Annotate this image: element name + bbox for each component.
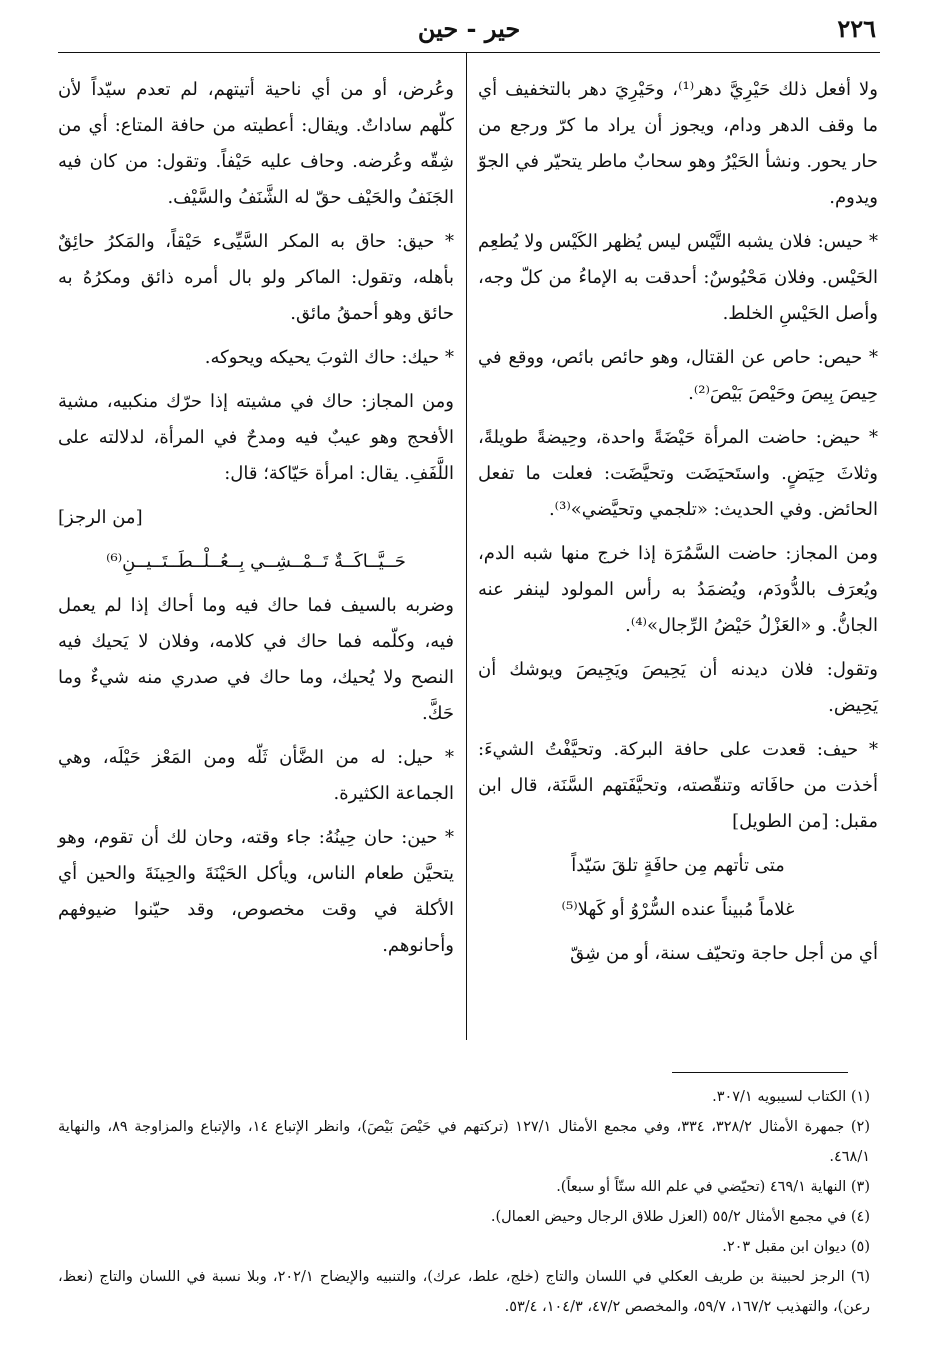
paragraph: أي من أجل حاجة وتحيّف سنة، أو من شِقّ (570, 943, 878, 964)
verse-line: حَــيَّــاكَــةٌ تَــمْــشِــي بِــعُــلْــطَــتَــيــنِ⁽⁶⁾ (106, 551, 406, 572)
footnote: (٢) جمهرة الأمثال ٣٢٨/٢، ٣٣٤، وفي مجمع الأمثال ١٢٧/١ (تركتهم في حَيْصَ بَيْصَ)، وانظر الإتباع ١٤، والإتباع والمزاوجة ٨٩، والنهاية ٤٦٨/١. (58, 1119, 870, 1165)
verse-line: متى تأتهم مِن حافَةٍ تلقَ سَيّداً (571, 855, 785, 876)
entry-hayl: * حيل: له من الضَّأن ثَلّه ومن المَعْز حَيْلَه، وهي الجماعة الكثيرة. (58, 747, 454, 804)
footnote: (٤) في مجمع الأمثال ٥٥/٢ (العزل طلاق الرجال وحيض العمال). (490, 1209, 870, 1225)
entry-hayf: * حيف: قعدت على حافة البركة. وتحيَّفْتُ الشيءَ: أخذت من حافَاته وتنقّصته، وتحيَّفَتهم السَّنَة، قال ابن مقبل: [من الطويل] (478, 739, 878, 832)
footnotes (58, 1082, 870, 1322)
footnote: (١) الكتاب لسيبويه ٣٠٧/١. (712, 1089, 870, 1105)
entry-hays-2: * حيص: حاص عن القتال، وهو حائص بائص، ووقع في حِيصَ بِيصَ وحَيْصَ بَيْصَ⁽²⁾. (478, 347, 879, 404)
page-number: ٢٢٦ (837, 14, 876, 43)
column-divider (466, 52, 467, 1040)
footnote: (٣) النهاية ٤٦٩/١ (تحيّضي في علم الله ستّاً أو سبعاً). (556, 1179, 870, 1195)
entry-hayk: * حيك: حاك الثوبَ يحيكه ويحوكه. (204, 347, 454, 368)
paragraph: ومن المجاز: حاك في مشيته إذا حرّك منكبيه، مشية الأفحج وهو عيبٌ فيه ومدحٌ في المرأة، لدلالته على اللَّفَفِ. يقال: امرأة حَيّاكة؛ قال: (58, 391, 454, 484)
verse-line: غلاماً مُبيناً عنده السُّرْوُ أو كَهلا⁽⁵⁾ (561, 899, 795, 920)
entry-hayq: * حيق: حاق به المكر السَّيِّىء حَيْقاً، والمَكرُ حائِقٌ بأهله، وتقول: الماكر ولو بال أمره ذائق ومكرُهُ به حائق وهو أحمقُ مائق. (58, 231, 454, 324)
page-header (58, 8, 880, 48)
paragraph: وعُرض، أو من أي ناحية أتيتهم، لم تعدم سيّداً لأن كلّهم ساداتٌ. ويقال: أعطيته من حافة المتاع: أي من شِقّه وعُرضه. وحاف عليه حَيْفاً. وتقول: من كان فيه الجَنَفُ والحَيْف حقّ له الشَّنَفُ والسَّيْف. (58, 79, 454, 208)
meter-label: [من الرجز] (58, 507, 143, 528)
entry-hayn: * حين: حان حِينُهُ: جاء وقته، وحان لك أن تقوم، وهو يتحيَّن طعام الناس، ويأكل الحَيْنَةَ والحِينَةَ والحين أي الأكلة في وقت مخصوص، وقد حيّنوا ضيوفهم وأحانوهم. (58, 827, 454, 956)
left-column (58, 72, 454, 972)
paragraph: وضربه بالسيف فما حاك فيه وما أحاك إذا لم يعمل فيه، وكلّمه فما حاك في كلامه، وفلان لا يَحيك فيه النصح ولا يُحيك، وما حاك في صدري منه شيءٌ وما حَكَّ. (58, 595, 454, 724)
footnote: (٦) الرجز لحبينة بن طريف العكلي في اللسان والتاج (خلج، علط، عرك)، والتنبيه والإيضاح ٢٠٢/١، وبلا نسبة في اللسان والتاج (نعظ، رعن)، والتهذيب ١٦٧/٢، ٥٩/٧، والمخصص ٤٧/٢، ١٠٤/٣، ٥٣/٤. (58, 1269, 870, 1315)
header-rule (58, 52, 880, 53)
footnote-rule (672, 1072, 848, 1073)
entry-hayd: * حيض: حاضت المرأة حَيْضَةً واحدة، وحِيضةً طويلةً، وثلاثَ حِيَضٍ. واستَحيَضَت وتحيَّضَت: فعلت ما تفعل الحائض. وفي الحديث: «تلجمي وتحيَّضي»⁽³⁾. (478, 427, 878, 520)
paragraph: ولا أفعل ذلك حَيْرِيَّ دهر⁽¹⁾، وحَيْرِيَ دهر بالتخفيف أي ما وقف الدهر ودام، ويجوز أن يراد ما كرّ ورجع من حار يحور. ونشأ الحَيْرُ وهو سحابٌ ماطر يتحيّر في الجوّ ويدوم. (478, 79, 878, 208)
running-title: حير - حين (417, 14, 521, 43)
right-column (478, 72, 878, 980)
paragraph: وتقول: فلان ديدنه أن يَحِيصَ ويَجِيصَ ويوشك أن يَحِيض. (478, 659, 878, 716)
entry-hays: * حيس: فلان يشبه التَّيْس ليس يُظهر الكَيْس ولا يُطعِم الحَيْس. وفلان مَحْيُوسٌ: أحدقت به الإماءُ من كلّ وجه، وأصل الحَيْسِ الخلط. (478, 231, 878, 324)
footnote: (٥) ديوان ابن مقبل ٢٠٣. (722, 1239, 870, 1255)
paragraph: ومن المجاز: حاضت السَّمُرَة إذا خرج منها شبه الدم، ويُعرَف بالدُّودَم، ويُضمَدُ به رأس المولود لينفر عنه الجانُّ. و «العَزْلُ حَيْضُ الرِّجال»⁽⁴⁾. (478, 543, 878, 636)
